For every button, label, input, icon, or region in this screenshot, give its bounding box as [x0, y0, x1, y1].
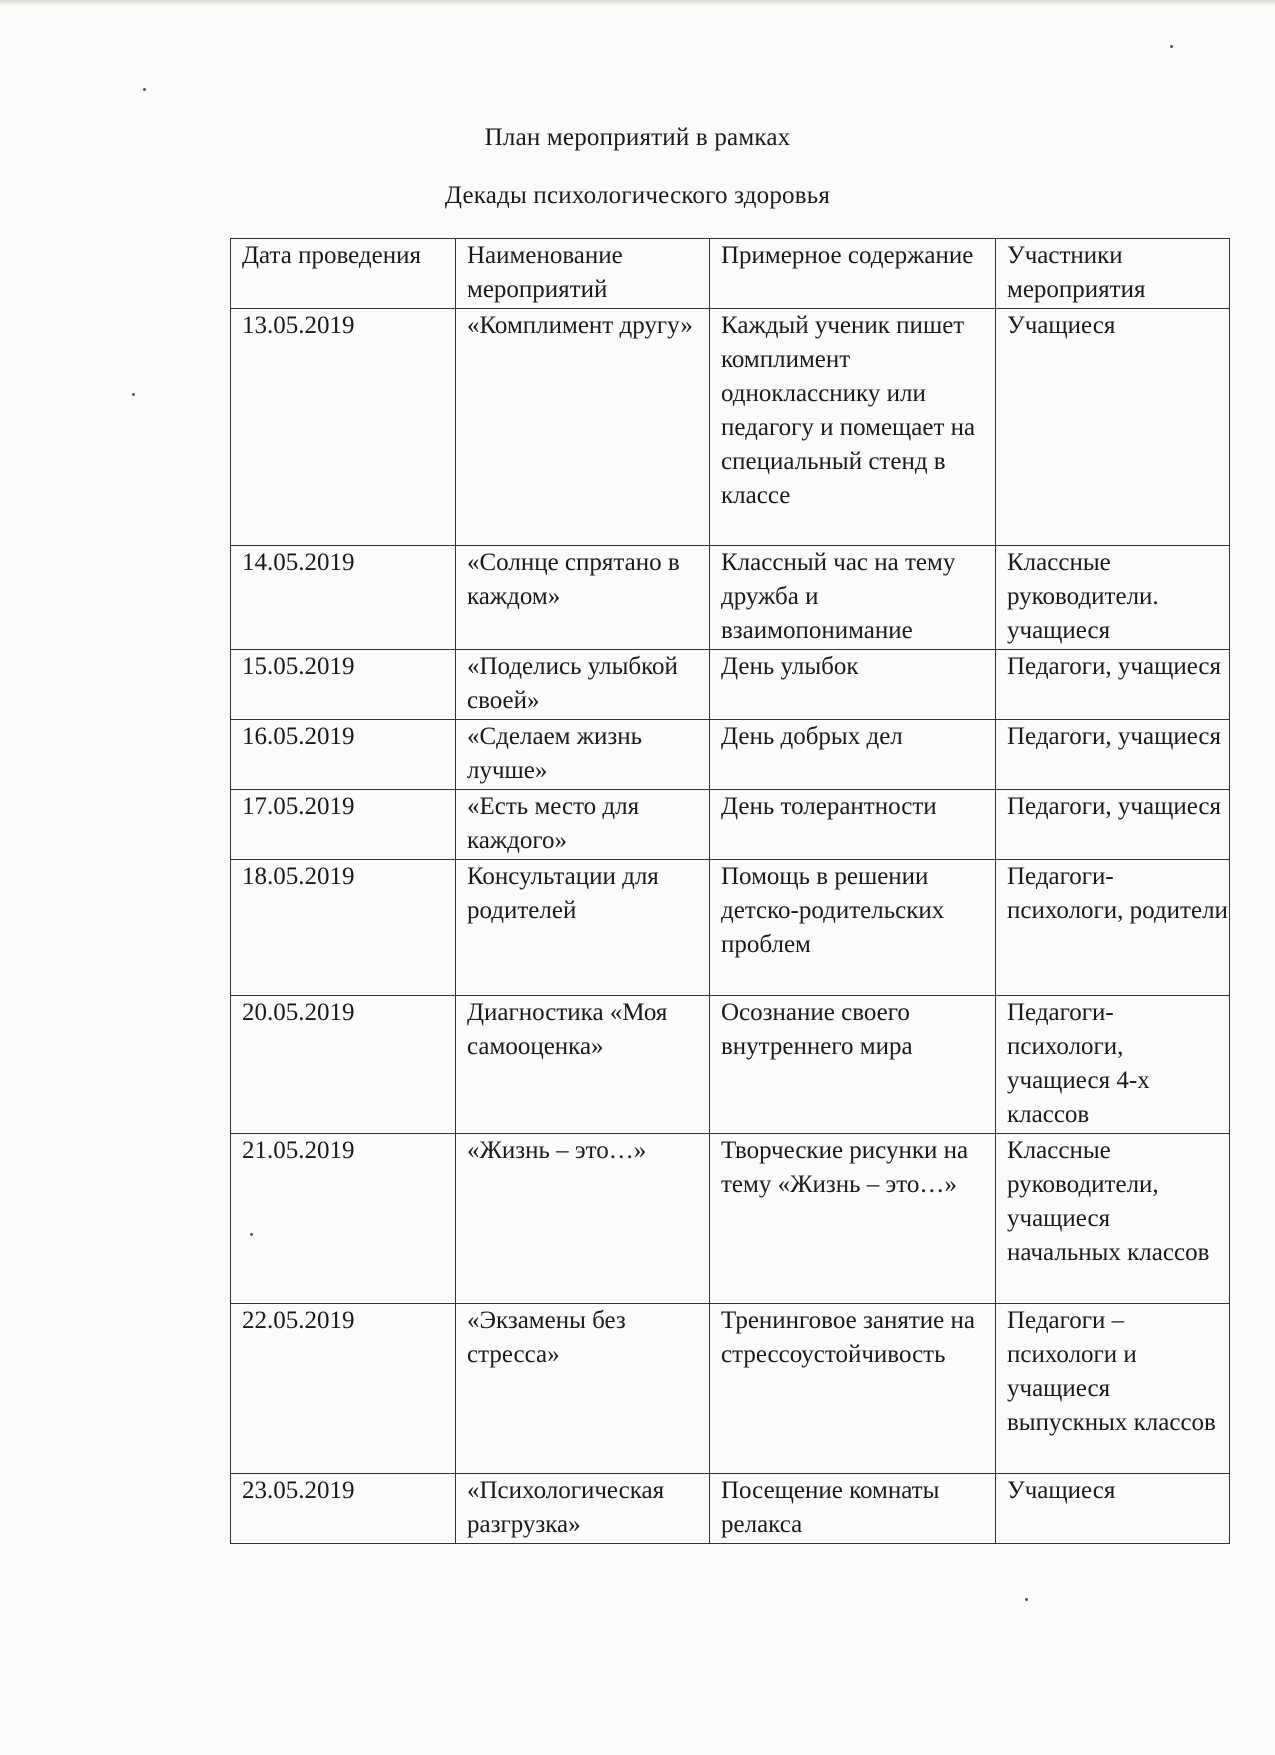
table-row — [231, 720, 1230, 790]
cell-content: День улыбок — [710, 650, 996, 720]
scan-speck — [1170, 45, 1173, 48]
scan-edge-shadow — [0, 0, 1275, 6]
cell-participants: Педагоги-психологи, родители — [996, 860, 1230, 996]
cell-date: 17.05.2019 — [231, 790, 456, 860]
cell-content: Творческие рисунки на тему «Жизнь – это…» — [710, 1134, 996, 1304]
cell-content: Тренинговое занятие на стрессоустойчивость — [710, 1304, 996, 1474]
cell-date: 13.05.2019 — [231, 309, 456, 546]
cell-event-name: «Комплимент другу» — [456, 309, 710, 546]
cell-date: 20.05.2019 — [231, 996, 456, 1134]
cell-participants: Педагоги-психологи, учащиеся 4-х классов — [996, 996, 1230, 1134]
cell-date: 22.05.2019 — [231, 1304, 456, 1474]
cell-date: 15.05.2019 — [231, 650, 456, 720]
scan-speck — [250, 1233, 253, 1236]
cell-date: 21.05.2019 — [231, 1134, 456, 1304]
cell-event-name: «Сделаем жизнь лучше» — [456, 720, 710, 790]
table-row — [231, 650, 1230, 720]
header-date: Дата проведения — [231, 239, 456, 309]
cell-content: Помощь в решении детско-родительских проблем — [710, 860, 996, 996]
table-header-row — [231, 239, 1230, 309]
cell-participants: Педагоги – психологи и учащиеся выпускных классов — [996, 1304, 1230, 1474]
cell-event-name: «Поделись улыбкой своей» — [456, 650, 710, 720]
cell-date: 14.05.2019 — [231, 546, 456, 650]
document-title-line-2: Декады психологического здоровья — [444, 182, 831, 209]
cell-event-name: Диагностика «Моя самооценка» — [456, 996, 710, 1134]
cell-participants: Учащиеся — [996, 1474, 1230, 1544]
events-plan-table — [230, 238, 1230, 1544]
table-row — [231, 1304, 1230, 1474]
scan-speck — [143, 88, 146, 91]
cell-content: Осознание своего внутреннего мира — [710, 996, 996, 1134]
cell-content: Посещение комнаты релакса — [710, 1474, 996, 1544]
table-row — [231, 546, 1230, 650]
cell-content: Классный час на тему дружба и взаимопонимание — [710, 546, 996, 650]
cell-event-name: «Есть место для каждого» — [456, 790, 710, 860]
cell-date: 16.05.2019 — [231, 720, 456, 790]
cell-event-name: «Жизнь – это…» — [456, 1134, 710, 1304]
table-row — [231, 860, 1230, 996]
cell-date: 23.05.2019 — [231, 1474, 456, 1544]
cell-event-name: Консультации для родителей — [456, 860, 710, 996]
cell-content: День добрых дел — [710, 720, 996, 790]
header-participants: Участники мероприятия — [996, 239, 1230, 309]
cell-participants: Педагоги, учащиеся — [996, 650, 1230, 720]
cell-participants: Педагоги, учащиеся — [996, 720, 1230, 790]
cell-participants: Классные руководители. учащиеся — [996, 546, 1230, 650]
table-row — [231, 996, 1230, 1134]
cell-event-name: «Экзамены без стресса» — [456, 1304, 710, 1474]
cell-event-name: «Солнце спрятано в каждом» — [456, 546, 710, 650]
header-content: Примерное содержание — [710, 239, 996, 309]
cell-event-name: «Психологическая разгрузка» — [456, 1474, 710, 1544]
cell-content: День толерантности — [710, 790, 996, 860]
table-row — [231, 309, 1230, 546]
scan-speck — [1025, 1598, 1028, 1601]
cell-content: Каждый ученик пишет комплимент однокласснику или педагогу и помещает на специальный стенд в классе — [710, 309, 996, 546]
cell-date: 18.05.2019 — [231, 860, 456, 996]
table-row — [231, 790, 1230, 860]
table-row — [231, 1474, 1230, 1544]
document-title-line-1: План мероприятий в рамках — [484, 124, 791, 151]
table-row — [231, 1134, 1230, 1304]
cell-participants: Учащиеся — [996, 309, 1230, 546]
scan-speck — [132, 393, 135, 396]
header-event-name: Наименование мероприятий — [456, 239, 710, 309]
cell-participants: Классные руководители, учащиеся начальных классов — [996, 1134, 1230, 1304]
cell-participants: Педагоги, учащиеся — [996, 790, 1230, 860]
